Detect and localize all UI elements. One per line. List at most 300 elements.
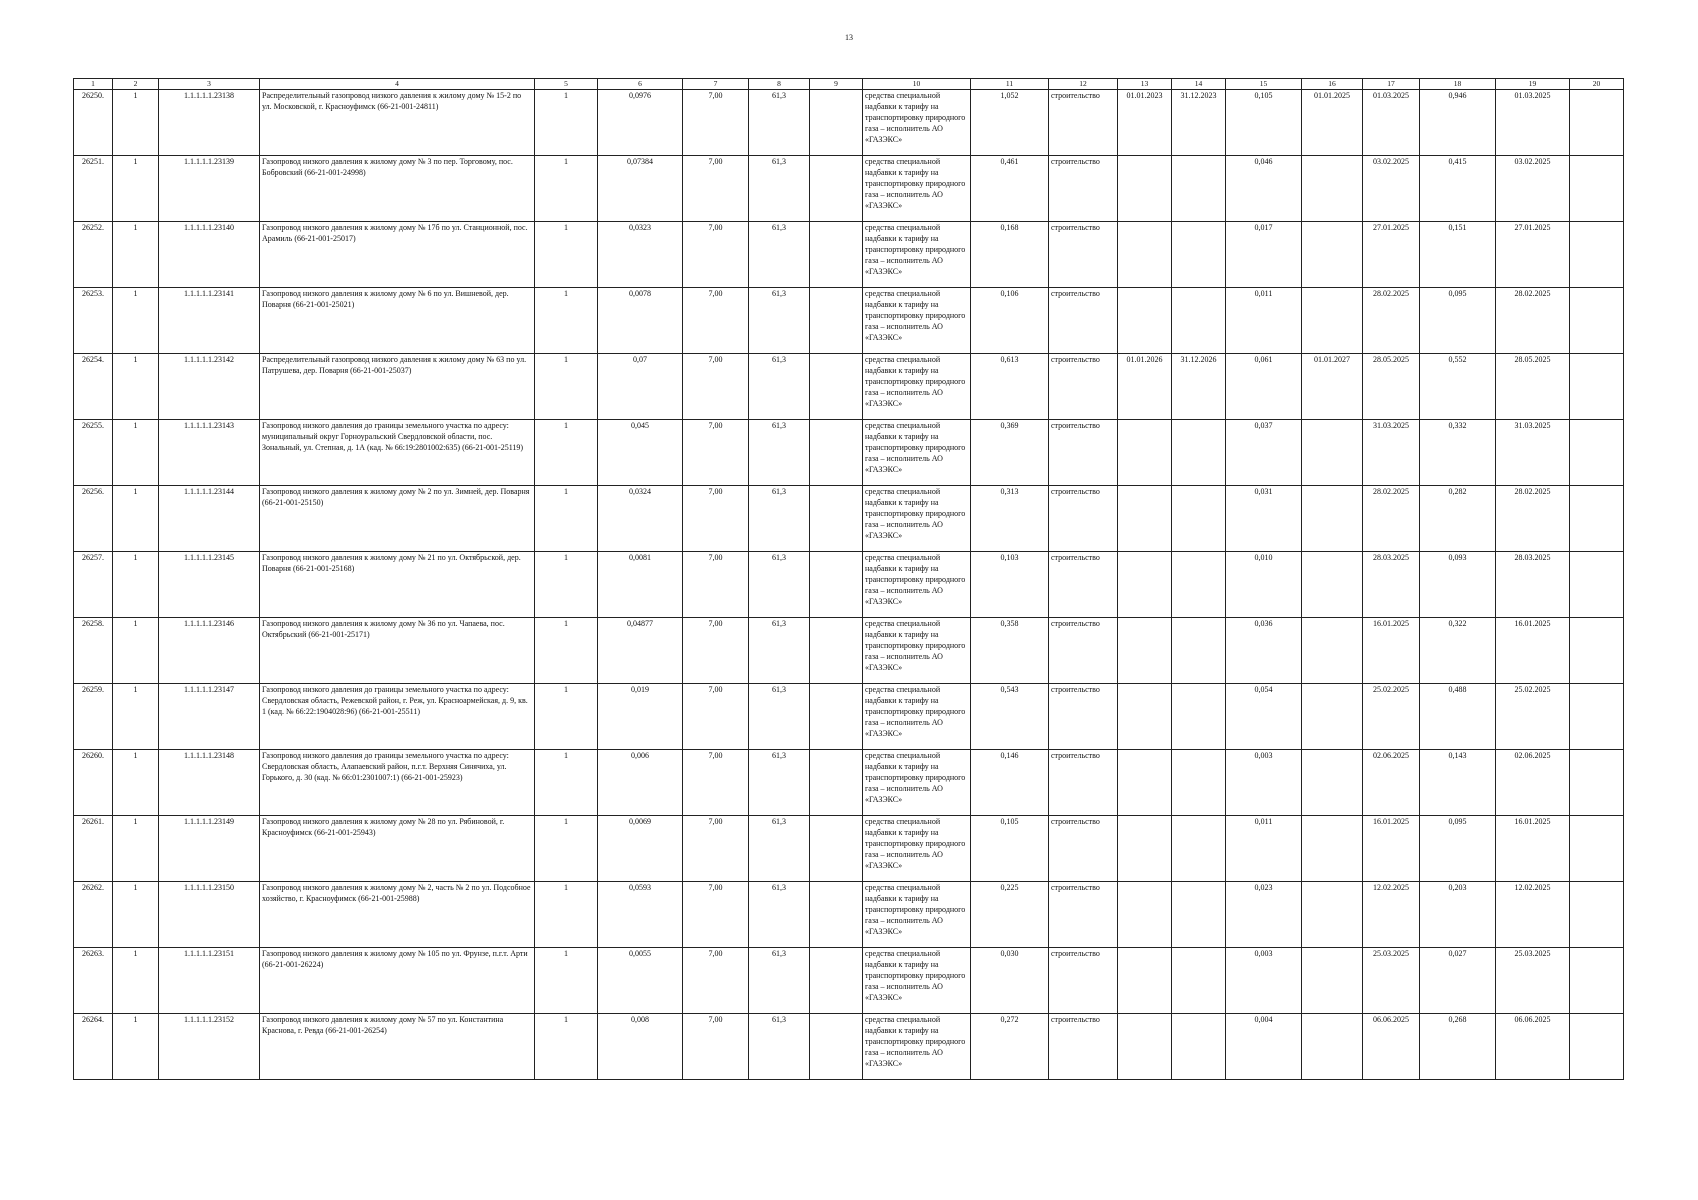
table-cell: 1,052 (971, 90, 1049, 156)
table-cell: 0,054 (1226, 684, 1302, 750)
table-cell: 1 (113, 618, 159, 684)
table-cell: 0,037 (1226, 420, 1302, 486)
table-cell: 0,095 (1420, 816, 1496, 882)
table-cell: 0,488 (1420, 684, 1496, 750)
table-cell: 16.01.2025 (1363, 618, 1420, 684)
table-cell: средства специальной надбавки к тарифу на транспортировку природного газа – исполнитель АО «ГАЗЭКС» (863, 156, 971, 222)
table-cell: 7,00 (683, 750, 749, 816)
table-row (74, 1014, 1624, 1080)
table-cell: 28.02.2025 (1496, 288, 1570, 354)
table-cell: 61,3 (749, 1014, 810, 1080)
table-cell (1118, 420, 1172, 486)
table-cell (810, 288, 863, 354)
table-cell: 1 (113, 750, 159, 816)
table-cell: 1.1.1.1.1.23148 (159, 750, 260, 816)
table-cell: 7,00 (683, 222, 749, 288)
table-cell (1570, 1014, 1624, 1080)
table-cell: 0,322 (1420, 618, 1496, 684)
table-cell: средства специальной надбавки к тарифу на транспортировку природного газа – исполнитель АО «ГАЗЭКС» (863, 90, 971, 156)
table-cell (1118, 156, 1172, 222)
table-cell: 61,3 (749, 486, 810, 552)
table-cell: 25.02.2025 (1496, 684, 1570, 750)
table-cell: 28.02.2025 (1363, 486, 1420, 552)
table-cell: строительство (1049, 750, 1118, 816)
table-cell: 0,030 (971, 948, 1049, 1014)
table-cell (1570, 816, 1624, 882)
table-cell: 1 (535, 1014, 598, 1080)
table-cell: 1.1.1.1.1.23138 (159, 90, 260, 156)
table-row (74, 750, 1624, 816)
column-header: 13 (1118, 79, 1172, 90)
table-cell: 0,0078 (598, 288, 683, 354)
table-cell: 1.1.1.1.1.23139 (159, 156, 260, 222)
table-cell: 27.01.2025 (1363, 222, 1420, 288)
table-cell (1570, 420, 1624, 486)
table-cell: 31.03.2025 (1496, 420, 1570, 486)
table-cell (1302, 882, 1363, 948)
table-cell: 61,3 (749, 750, 810, 816)
table-cell: 0,282 (1420, 486, 1496, 552)
table-cell: 26253. (74, 288, 113, 354)
table-cell: 0,613 (971, 354, 1049, 420)
table-cell (810, 156, 863, 222)
table-cell: 1.1.1.1.1.23144 (159, 486, 260, 552)
table-cell: 1.1.1.1.1.23151 (159, 948, 260, 1014)
table-cell (1570, 486, 1624, 552)
table-cell: Газопровод низкого давления к жилому дому № 2, часть № 2 по ул. Подсобное хозяйство, г. Красноуфимск (66-21-001-25988) (260, 882, 535, 948)
table-cell (1118, 684, 1172, 750)
table-cell (810, 90, 863, 156)
column-header: 6 (598, 79, 683, 90)
table-cell: 1 (535, 354, 598, 420)
table-cell: 1.1.1.1.1.23143 (159, 420, 260, 486)
table-cell: Газопровод низкого давления к жилому дому № 57 по ул. Константина Краснова, г. Ревда (66-21-001-26254) (260, 1014, 535, 1080)
table-cell: 0,011 (1226, 288, 1302, 354)
column-header: 5 (535, 79, 598, 90)
table-body (74, 90, 1624, 1080)
table-cell: средства специальной надбавки к тарифу на транспортировку природного газа – исполнитель АО «ГАЗЭКС» (863, 750, 971, 816)
table-row (74, 552, 1624, 618)
table-cell: 0,0976 (598, 90, 683, 156)
table-cell: 7,00 (683, 618, 749, 684)
table-cell: 0,0055 (598, 948, 683, 1014)
table-cell: 26252. (74, 222, 113, 288)
table-cell (810, 882, 863, 948)
table-cell: 26260. (74, 750, 113, 816)
table-cell: строительство (1049, 420, 1118, 486)
registry-table (73, 78, 1624, 1080)
table-cell: 7,00 (683, 420, 749, 486)
table-row (74, 882, 1624, 948)
table-cell (1302, 816, 1363, 882)
table-cell: 28.05.2025 (1496, 354, 1570, 420)
table-cell: 26255. (74, 420, 113, 486)
table-cell: 1.1.1.1.1.23141 (159, 288, 260, 354)
table-cell: 1.1.1.1.1.23145 (159, 552, 260, 618)
table-cell: 25.02.2025 (1363, 684, 1420, 750)
table-cell: средства специальной надбавки к тарифу на транспортировку природного газа – исполнитель АО «ГАЗЭКС» (863, 948, 971, 1014)
table-cell (1302, 948, 1363, 1014)
table-cell: 1.1.1.1.1.23150 (159, 882, 260, 948)
table-cell: 01.01.2023 (1118, 90, 1172, 156)
table-cell (810, 552, 863, 618)
table-cell: 1 (113, 222, 159, 288)
table-cell: 0,358 (971, 618, 1049, 684)
table-row (74, 948, 1624, 1014)
column-header: 16 (1302, 79, 1363, 90)
table-cell: 1 (535, 156, 598, 222)
column-header: 8 (749, 79, 810, 90)
table-cell: 7,00 (683, 1014, 749, 1080)
table-cell: 0,011 (1226, 816, 1302, 882)
table-cell: 16.01.2025 (1496, 816, 1570, 882)
table-cell: 0,019 (598, 684, 683, 750)
table-cell: 28.02.2025 (1496, 486, 1570, 552)
table-cell: средства специальной надбавки к тарифу на транспортировку природного газа – исполнитель АО «ГАЗЭКС» (863, 486, 971, 552)
table-cell: 1 (113, 552, 159, 618)
table-cell: 1 (535, 552, 598, 618)
table-cell: средства специальной надбавки к тарифу на транспортировку природного газа – исполнитель АО «ГАЗЭКС» (863, 222, 971, 288)
table-cell: 7,00 (683, 684, 749, 750)
table-cell (1302, 156, 1363, 222)
table-cell: 0,543 (971, 684, 1049, 750)
table-cell (1172, 882, 1226, 948)
table-cell: строительство (1049, 1014, 1118, 1080)
table-cell: 1 (113, 90, 159, 156)
table-cell (1118, 222, 1172, 288)
table-cell: строительство (1049, 948, 1118, 1014)
table-cell: 0,095 (1420, 288, 1496, 354)
table-cell: 61,3 (749, 552, 810, 618)
table-cell (1172, 156, 1226, 222)
table-cell: 26256. (74, 486, 113, 552)
table-cell (810, 750, 863, 816)
table-cell: 0,04877 (598, 618, 683, 684)
table-cell (1302, 486, 1363, 552)
table-cell: 7,00 (683, 288, 749, 354)
table-cell: 1.1.1.1.1.23147 (159, 684, 260, 750)
table-cell: 0,036 (1226, 618, 1302, 684)
table-cell: строительство (1049, 354, 1118, 420)
column-header: 4 (260, 79, 535, 90)
table-cell: 0,268 (1420, 1014, 1496, 1080)
table-cell: 0,143 (1420, 750, 1496, 816)
table-cell (810, 618, 863, 684)
table-cell: 26257. (74, 552, 113, 618)
table-cell: 01.03.2025 (1496, 90, 1570, 156)
table-cell: 0,0324 (598, 486, 683, 552)
table-cell: 7,00 (683, 552, 749, 618)
table-cell: строительство (1049, 288, 1118, 354)
table-cell: 7,00 (683, 156, 749, 222)
table-cell: 28.02.2025 (1363, 288, 1420, 354)
table-cell: 1 (535, 750, 598, 816)
table-row (74, 354, 1624, 420)
table-cell: средства специальной надбавки к тарифу на транспортировку природного газа – исполнитель АО «ГАЗЭКС» (863, 1014, 971, 1080)
table-cell: Газопровод низкого давления к жилому дому № 2 по ул. Зимней, дер. Поварня (66-21-001-25150) (260, 486, 535, 552)
table-cell: 0,369 (971, 420, 1049, 486)
table-cell (1302, 684, 1363, 750)
table-cell: 28.05.2025 (1363, 354, 1420, 420)
table-cell (1570, 750, 1624, 816)
table-cell: строительство (1049, 684, 1118, 750)
table-cell: 06.06.2025 (1496, 1014, 1570, 1080)
column-header: 17 (1363, 79, 1420, 90)
table-cell: 02.06.2025 (1496, 750, 1570, 816)
table-cell: 0,07 (598, 354, 683, 420)
table-cell: Распределительный газопровод низкого давления к жилому дому № 15-2 по ул. Московской, г. Красноуфимск (66-21-001-24811) (260, 90, 535, 156)
table-cell: 1 (113, 486, 159, 552)
table-row (74, 420, 1624, 486)
table-cell (1172, 618, 1226, 684)
column-header: 19 (1496, 79, 1570, 90)
table-cell: 0,0069 (598, 816, 683, 882)
table-cell: 0,004 (1226, 1014, 1302, 1080)
table-cell: Газопровод низкого давления до границы земельного участка по адресу: Свердловская область, Режевской район, г. Реж, ул. Красноармейская, д. 9, кв. 1 (кад. № 66:22:1904028:96) (66-21-001-25511) (260, 684, 535, 750)
table-cell: 1 (113, 420, 159, 486)
table-cell: строительство (1049, 816, 1118, 882)
table-cell (810, 354, 863, 420)
table-cell (810, 486, 863, 552)
table-cell: средства специальной надбавки к тарифу на транспортировку природного газа – исполнитель АО «ГАЗЭКС» (863, 684, 971, 750)
column-header: 2 (113, 79, 159, 90)
table-cell: 1.1.1.1.1.23152 (159, 1014, 260, 1080)
table-cell: 0,313 (971, 486, 1049, 552)
table-cell: 7,00 (683, 882, 749, 948)
table-cell: 0,105 (971, 816, 1049, 882)
table-cell: 1 (535, 90, 598, 156)
table-row (74, 618, 1624, 684)
table-cell: 0,07384 (598, 156, 683, 222)
table-cell: строительство (1049, 156, 1118, 222)
table-cell: 1.1.1.1.1.23149 (159, 816, 260, 882)
table-cell: 0,008 (598, 1014, 683, 1080)
table-cell: средства специальной надбавки к тарифу на транспортировку природного газа – исполнитель АО «ГАЗЭКС» (863, 552, 971, 618)
table-cell: 03.02.2025 (1363, 156, 1420, 222)
table-cell: 61,3 (749, 354, 810, 420)
table-cell: средства специальной надбавки к тарифу на транспортировку природного газа – исполнитель АО «ГАЗЭКС» (863, 288, 971, 354)
table-cell: Газопровод низкого давления к жилому дому № 17б по ул. Станционной, пос. Арамиль (66-21-001-25017) (260, 222, 535, 288)
table-cell: 1 (113, 882, 159, 948)
table-cell (1118, 1014, 1172, 1080)
table-cell: 7,00 (683, 816, 749, 882)
table-cell: 0,103 (971, 552, 1049, 618)
table-cell (1172, 1014, 1226, 1080)
table-cell: средства специальной надбавки к тарифу на транспортировку природного газа – исполнитель АО «ГАЗЭКС» (863, 816, 971, 882)
table-cell (1172, 816, 1226, 882)
table-cell: 0,146 (971, 750, 1049, 816)
table-cell (1118, 750, 1172, 816)
column-header: 14 (1172, 79, 1226, 90)
table-cell: 0,168 (971, 222, 1049, 288)
table-cell (1570, 222, 1624, 288)
table-cell: 28.03.2025 (1496, 552, 1570, 618)
table-cell (1302, 750, 1363, 816)
table-cell: 26264. (74, 1014, 113, 1080)
table-cell (1172, 552, 1226, 618)
column-header: 9 (810, 79, 863, 90)
table-cell (810, 684, 863, 750)
table-cell: 1.1.1.1.1.23142 (159, 354, 260, 420)
table-cell: 61,3 (749, 882, 810, 948)
table-cell: 16.01.2025 (1363, 816, 1420, 882)
table-cell (1172, 684, 1226, 750)
table-cell: строительство (1049, 222, 1118, 288)
table-cell: 1 (535, 882, 598, 948)
table-cell: 26251. (74, 156, 113, 222)
table-cell: средства специальной надбавки к тарифу на транспортировку природного газа – исполнитель АО «ГАЗЭКС» (863, 618, 971, 684)
table-cell: 25.03.2025 (1363, 948, 1420, 1014)
table-cell: средства специальной надбавки к тарифу на транспортировку природного газа – исполнитель АО «ГАЗЭКС» (863, 882, 971, 948)
column-header: 7 (683, 79, 749, 90)
table-cell: 0,045 (598, 420, 683, 486)
table-cell: 1 (535, 684, 598, 750)
table-cell: 1 (535, 222, 598, 288)
table-cell: 61,3 (749, 618, 810, 684)
table-cell: 0,0081 (598, 552, 683, 618)
table-cell: 0,003 (1226, 948, 1302, 1014)
column-header: 1 (74, 79, 113, 90)
table-cell: 1 (535, 420, 598, 486)
table-cell: Газопровод низкого давления до границы земельного участка по адресу: муниципальный округ Горноуральский Свердловской области, пос. Зональный, ул. Степная, д. 1А (кад. № 66:19:2801002:635) (66-21-001-25119) (260, 420, 535, 486)
table-cell: 1 (535, 486, 598, 552)
table-cell: Газопровод низкого давления к жилому дому № 36 по ул. Чапаева, пос. Октябрьский (66-21-001-25171) (260, 618, 535, 684)
table-cell: 0,552 (1420, 354, 1496, 420)
table-cell: 26254. (74, 354, 113, 420)
table-cell (1118, 288, 1172, 354)
table-cell: 01.03.2025 (1363, 90, 1420, 156)
table-cell: 26262. (74, 882, 113, 948)
table-cell (1570, 684, 1624, 750)
table-cell: 61,3 (749, 288, 810, 354)
table-cell: 1 (535, 288, 598, 354)
table-cell (1302, 618, 1363, 684)
table-cell (1570, 156, 1624, 222)
table-cell (1118, 552, 1172, 618)
table-cell: 7,00 (683, 948, 749, 1014)
table-cell (1118, 882, 1172, 948)
table-row (74, 90, 1624, 156)
table-cell: 12.02.2025 (1496, 882, 1570, 948)
table-cell (810, 420, 863, 486)
table-cell: 26263. (74, 948, 113, 1014)
table-cell (1302, 222, 1363, 288)
table-cell: 0,415 (1420, 156, 1496, 222)
table-cell: 1 (113, 1014, 159, 1080)
table-cell: 0,272 (971, 1014, 1049, 1080)
table-cell: строительство (1049, 618, 1118, 684)
table-cell: 25.03.2025 (1496, 948, 1570, 1014)
table-cell: 7,00 (683, 354, 749, 420)
table-cell (1172, 420, 1226, 486)
table-cell: 0,106 (971, 288, 1049, 354)
table-row (74, 222, 1624, 288)
table-cell: 0,017 (1226, 222, 1302, 288)
table-cell: 28.03.2025 (1363, 552, 1420, 618)
table-cell: 0,0593 (598, 882, 683, 948)
table-cell: 31.03.2025 (1363, 420, 1420, 486)
table-cell (1570, 354, 1624, 420)
table-cell: 1.1.1.1.1.23140 (159, 222, 260, 288)
table-cell: 0,031 (1226, 486, 1302, 552)
table-cell (1172, 948, 1226, 1014)
table-cell: 0,105 (1226, 90, 1302, 156)
table-cell (810, 816, 863, 882)
table-cell: 1 (113, 816, 159, 882)
table-cell: 31.12.2026 (1172, 354, 1226, 420)
table-cell: 1 (535, 948, 598, 1014)
column-header: 10 (863, 79, 971, 90)
table-cell: 0,225 (971, 882, 1049, 948)
table-cell: 61,3 (749, 222, 810, 288)
table-cell: 27.01.2025 (1496, 222, 1570, 288)
table-cell: 0,010 (1226, 552, 1302, 618)
table-cell: 26259. (74, 684, 113, 750)
table-cell: строительство (1049, 90, 1118, 156)
table-cell: Распределительный газопровод низкого давления к жилому дому № 63 по ул. Патрушева, дер. Поварня (66-21-001-25037) (260, 354, 535, 420)
table-cell: 26258. (74, 618, 113, 684)
column-header: 12 (1049, 79, 1118, 90)
table-cell: Газопровод низкого давления к жилому дому № 28 по ул. Рябиновой, г. Красноуфимск (66-21-001-25943) (260, 816, 535, 882)
table-cell: 1 (113, 948, 159, 1014)
table-cell: 0,061 (1226, 354, 1302, 420)
table-cell (1172, 750, 1226, 816)
table-cell: 01.01.2026 (1118, 354, 1172, 420)
table-row (74, 486, 1624, 552)
page-number: 13 (845, 33, 853, 42)
table-cell: 1 (113, 288, 159, 354)
table-cell: 61,3 (749, 90, 810, 156)
table-cell: Газопровод низкого давления к жилому дому № 21 по ул. Октябрьской, дер. Поварня (66-21-001-25168) (260, 552, 535, 618)
table-cell: средства специальной надбавки к тарифу на транспортировку природного газа – исполнитель АО «ГАЗЭКС» (863, 354, 971, 420)
table-cell: 0,006 (598, 750, 683, 816)
table-cell: 16.01.2025 (1496, 618, 1570, 684)
table-cell: 0,027 (1420, 948, 1496, 1014)
table-cell: 1 (113, 156, 159, 222)
table-cell (1172, 222, 1226, 288)
table-cell: 61,3 (749, 156, 810, 222)
table-cell: 61,3 (749, 948, 810, 1014)
table-cell: 1 (535, 816, 598, 882)
column-header: 11 (971, 79, 1049, 90)
table-cell: 1.1.1.1.1.23146 (159, 618, 260, 684)
table-cell (810, 222, 863, 288)
table-cell: 03.02.2025 (1496, 156, 1570, 222)
table-cell (1118, 948, 1172, 1014)
table-cell (810, 1014, 863, 1080)
table-cell: Газопровод низкого давления к жилому дому № 105 по ул. Фрунзе, п.г.т. Арти (66-21-001-26224) (260, 948, 535, 1014)
table-cell (1570, 618, 1624, 684)
table-row (74, 816, 1624, 882)
column-header: 3 (159, 79, 260, 90)
table-cell: 1 (113, 684, 159, 750)
table-cell: строительство (1049, 882, 1118, 948)
table-cell (1172, 288, 1226, 354)
table-cell (1302, 420, 1363, 486)
table-cell (1302, 288, 1363, 354)
table-cell: 0,332 (1420, 420, 1496, 486)
table-row (74, 684, 1624, 750)
table-cell: 0,023 (1226, 882, 1302, 948)
table-cell: 0,461 (971, 156, 1049, 222)
table-cell: 01.01.2025 (1302, 90, 1363, 156)
table-cell: 02.06.2025 (1363, 750, 1420, 816)
table-cell: 61,3 (749, 816, 810, 882)
table-cell: 12.02.2025 (1363, 882, 1420, 948)
table-cell (1570, 552, 1624, 618)
table-row (74, 288, 1624, 354)
table-cell: 0,003 (1226, 750, 1302, 816)
